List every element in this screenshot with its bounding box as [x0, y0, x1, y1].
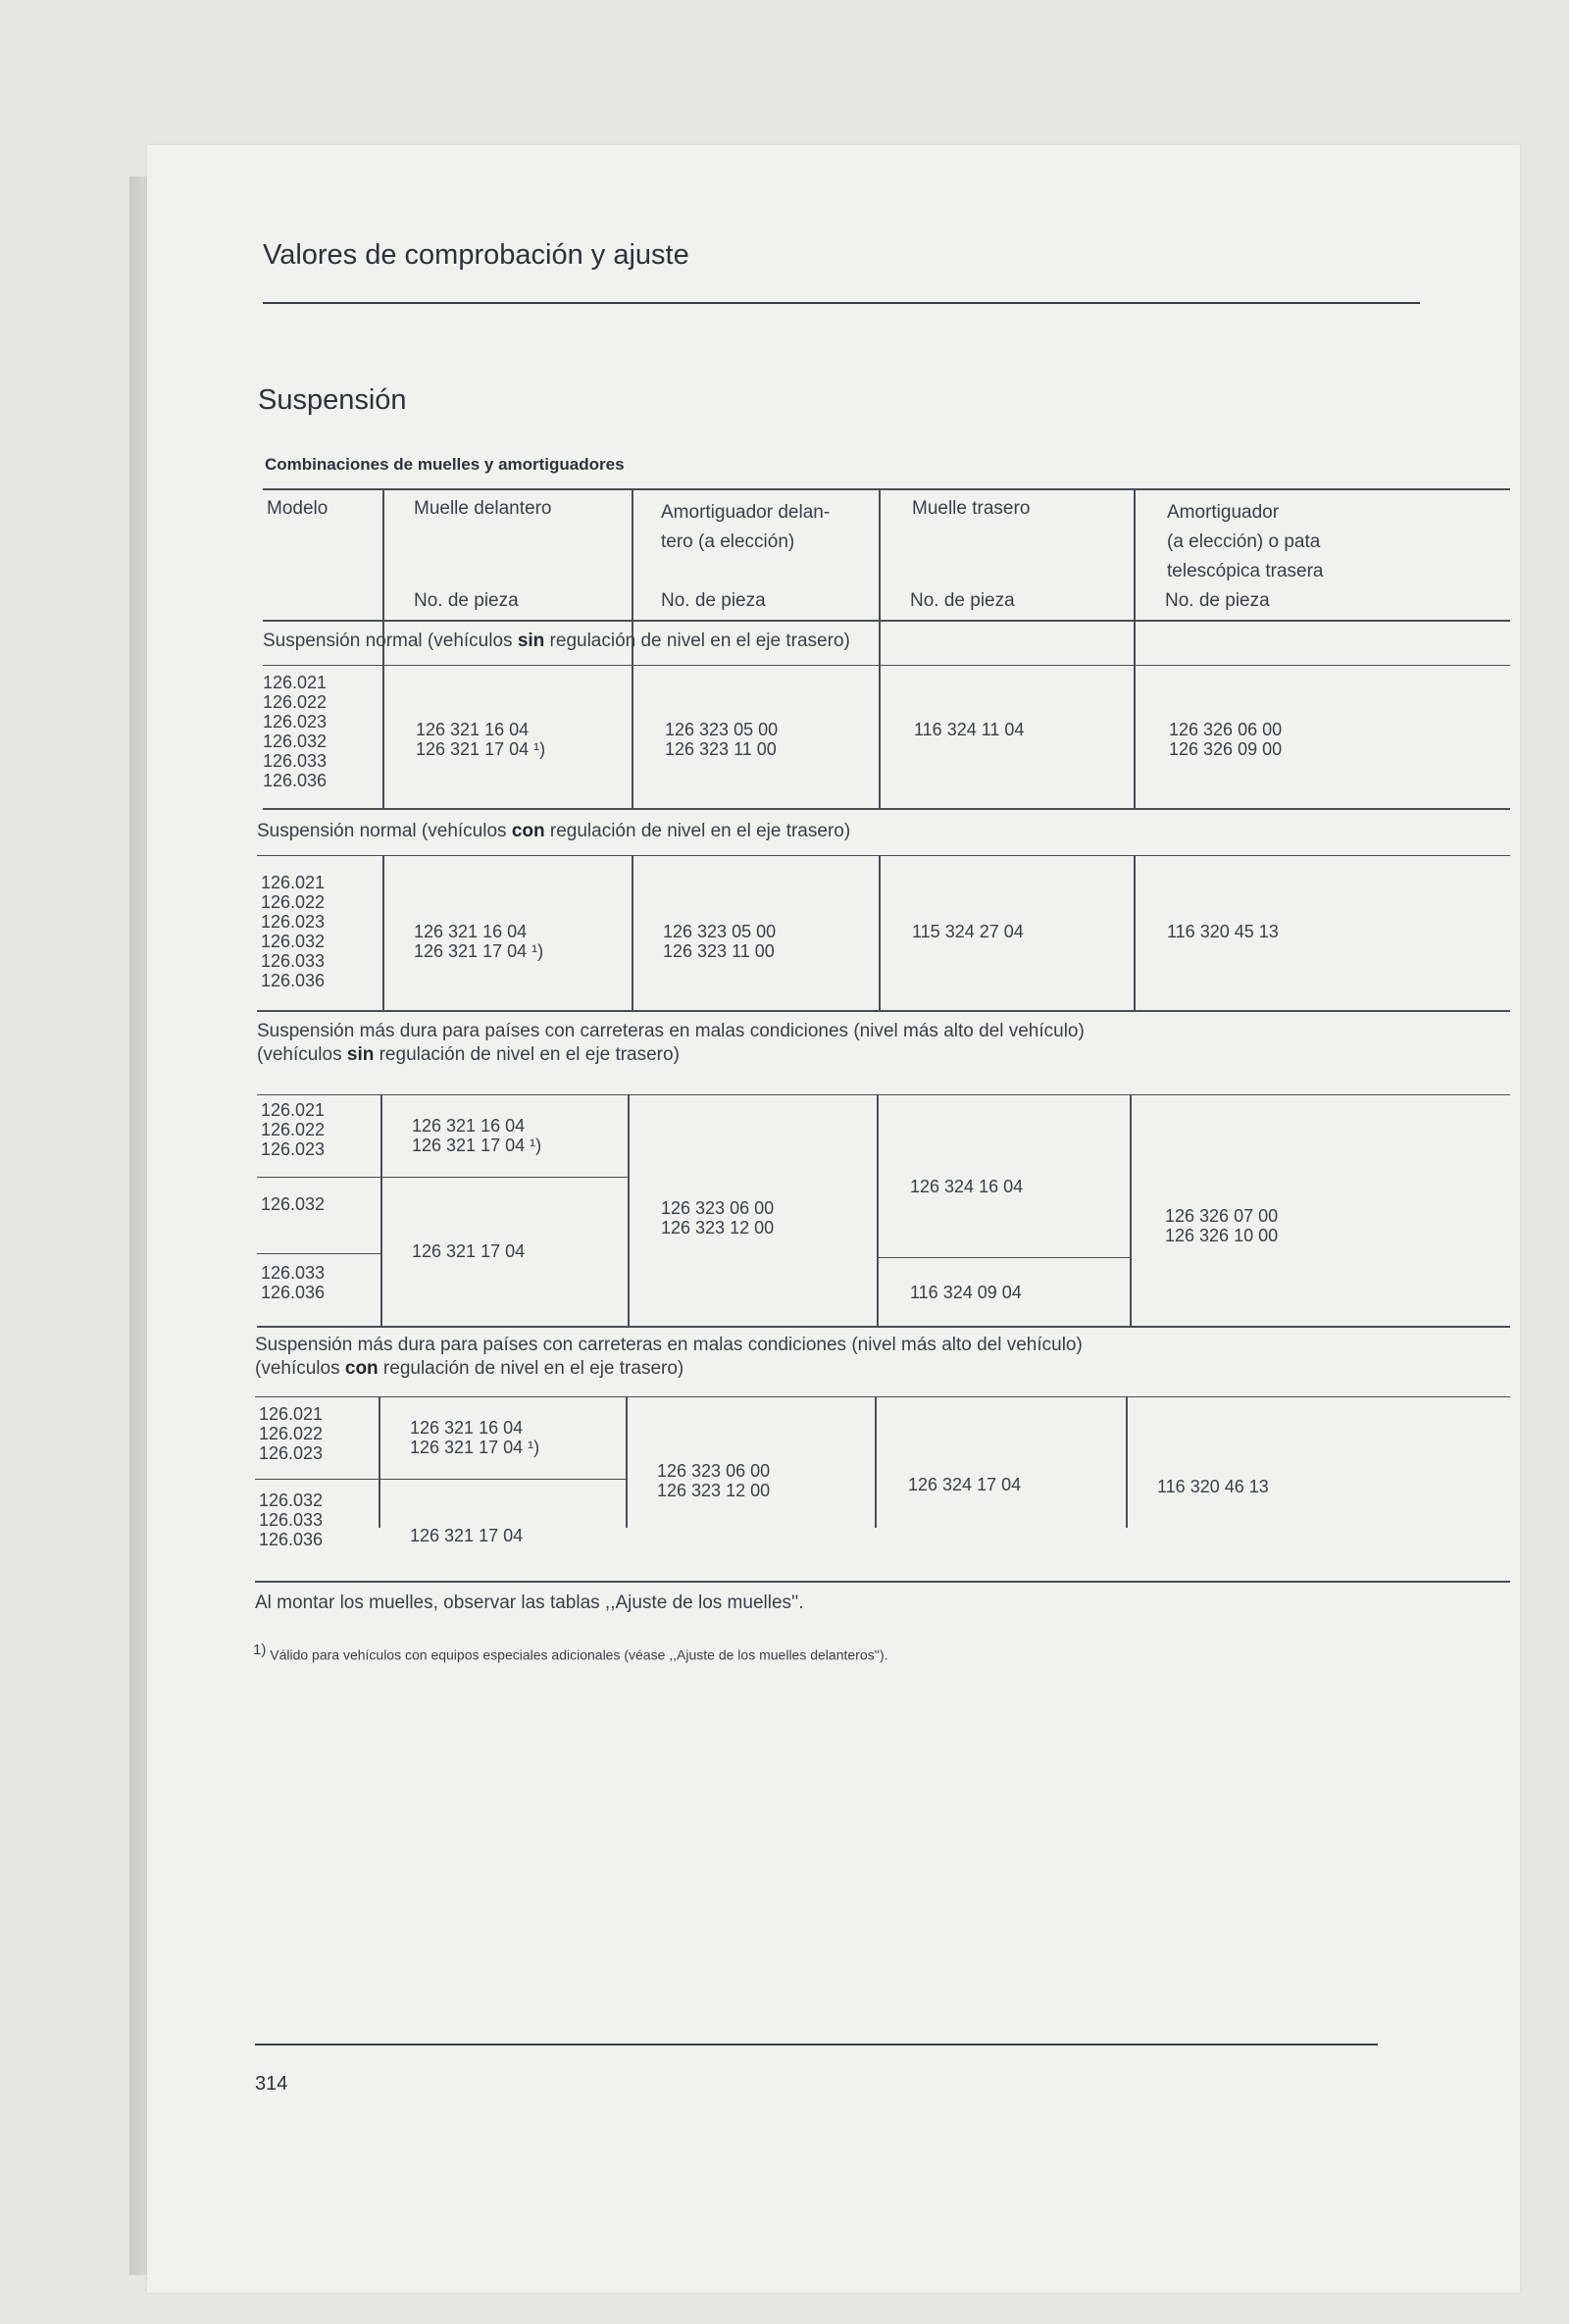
table-caption: Combinaciones de muelles y amortiguadores [265, 455, 625, 474]
front-damper-part: 126 323 05 00 126 323 11 00 [663, 922, 777, 961]
rear-damper-part: 126 326 07 00 126 326 10 00 [1165, 1206, 1279, 1245]
footnote-mark: 1) [253, 1642, 267, 1658]
page-number: 314 [255, 2073, 288, 2095]
column-header-front-damper: Amortiguador delan- tero (a elección) [661, 502, 831, 552]
column-divider [628, 1094, 630, 1326]
column-divider [1134, 855, 1136, 1010]
group-bottom-rule [257, 1326, 1510, 1328]
model-list: 126.021 126.022 126.023 126.032 126.033 126.036 [261, 873, 326, 990]
front-damper-part: 126 323 06 00 126 323 12 00 [661, 1198, 775, 1238]
footer-rule [255, 2044, 1378, 2046]
mounting-note: Al montar los muelles, observar las tablas ,,Ajuste de los muelles''. [255, 1592, 804, 1613]
rear-spring-part: 116 324 09 04 [910, 1283, 1022, 1302]
column-header-part-no: No. de pieza [661, 590, 766, 611]
model-list: 126.033 126.036 [261, 1263, 326, 1302]
column-divider [380, 1094, 382, 1326]
rear-damper-part: 116 320 45 13 [1167, 922, 1279, 941]
table-top-rule [263, 488, 1510, 490]
column-divider [1134, 665, 1136, 808]
sub-row-rule [255, 1479, 626, 1480]
column-divider [632, 855, 633, 1010]
model-list: 126.021 126.022 126.023 126.032 126.033 126.036 [263, 673, 328, 790]
column-header-rear-spring: Muelle trasero [912, 498, 1031, 519]
group-band [255, 1334, 1083, 1381]
sub-row-rule [257, 1177, 628, 1178]
footnote-text: Válido para vehículos con equipos especiales adicionales (véase ,,Ajuste de los muelles delanteros''). [270, 1646, 888, 1663]
front-damper-part: 126 323 05 00 126 323 11 00 [665, 720, 779, 759]
front-spring-part: 126 321 16 04 126 321 17 04 ¹) [412, 1116, 542, 1155]
header-bottom-rule [263, 620, 1510, 622]
footnote [253, 1642, 888, 1663]
model-list: 126.032 [261, 1194, 326, 1214]
front-spring-part: 126 321 17 04 [412, 1241, 526, 1261]
column-divider [1126, 1396, 1128, 1528]
row-rule [255, 1396, 1510, 1397]
column-divider [382, 855, 384, 1010]
column-divider [879, 665, 881, 808]
group-band-line: Suspensión más dura para países con carreteras en malas condiciones (nivel más alto del vehículo) [255, 1335, 1083, 1355]
column-divider [877, 1094, 879, 1326]
model-list: 126.032 126.033 126.036 [259, 1490, 324, 1549]
section-title: Suspensión [258, 384, 407, 416]
column-divider [632, 665, 633, 808]
column-divider [626, 1396, 628, 1528]
table-bottom-rule [255, 1581, 1510, 1583]
sub-row-rule [877, 1257, 1130, 1258]
column-header-part-no: No. de pieza [414, 590, 519, 611]
row-rule [257, 855, 1510, 856]
column-divider [875, 1396, 877, 1528]
column-header-part-no: No. de pieza [1165, 590, 1270, 611]
group-band: Suspensión normal (vehículos con regulación de nivel en el eje trasero) [257, 821, 851, 841]
rear-spring-part: 126 324 17 04 [908, 1475, 1022, 1494]
column-header-front-spring: Muelle delantero [414, 498, 552, 519]
sub-row-rule [257, 1253, 380, 1254]
column-divider [379, 1396, 380, 1528]
page-header-title: Valores de comprobación y ajuste [263, 239, 689, 271]
column-header-part-no: No. de pieza [910, 590, 1015, 611]
front-damper-part: 126 323 06 00 126 323 12 00 [657, 1461, 771, 1500]
group-bottom-rule [257, 1010, 1510, 1012]
group-band-line: (vehículos con regulación de nivel en el eje trasero) [255, 1358, 684, 1379]
row-rule [257, 1094, 1510, 1095]
group-band-line: (vehículos sin regulación de nivel en el eje trasero) [257, 1044, 680, 1065]
rear-spring-part: 126 324 16 04 [910, 1177, 1024, 1196]
front-spring-part: 126 321 17 04 [410, 1526, 524, 1545]
group-band [257, 1020, 1085, 1067]
column-header-model: Modelo [267, 498, 329, 519]
rear-spring-part: 116 324 11 04 [914, 720, 1025, 739]
header-rule [263, 302, 1420, 304]
column-divider [1130, 1094, 1132, 1326]
document-page [147, 145, 1520, 2293]
column-header-rear-damper: Amortiguador (a elección) o pata telescópica trasera [1167, 502, 1324, 581]
rear-damper-part: 126 326 06 00 126 326 09 00 [1169, 720, 1283, 759]
row-rule [263, 665, 1510, 666]
group-band: Suspensión normal (vehículos sin regulación de nivel en el eje trasero) [263, 631, 850, 651]
column-divider [382, 665, 384, 808]
group-band-line: Suspensión más dura para países con carreteras en malas condiciones (nivel más alto del vehículo) [257, 1021, 1085, 1041]
group-bottom-rule [263, 808, 1510, 810]
front-spring-part: 126 321 16 04 126 321 17 04 ¹) [416, 720, 546, 759]
front-spring-part: 126 321 16 04 126 321 17 04 ¹) [410, 1418, 540, 1457]
rear-damper-part: 116 320 46 13 [1157, 1477, 1269, 1496]
model-list: 126.021 126.022 126.023 [259, 1404, 324, 1463]
column-divider [879, 855, 881, 1010]
model-list: 126.021 126.022 126.023 [261, 1100, 326, 1159]
front-spring-part: 126 321 16 04 126 321 17 04 ¹) [414, 922, 544, 961]
rear-spring-part: 115 324 27 04 [912, 922, 1024, 941]
